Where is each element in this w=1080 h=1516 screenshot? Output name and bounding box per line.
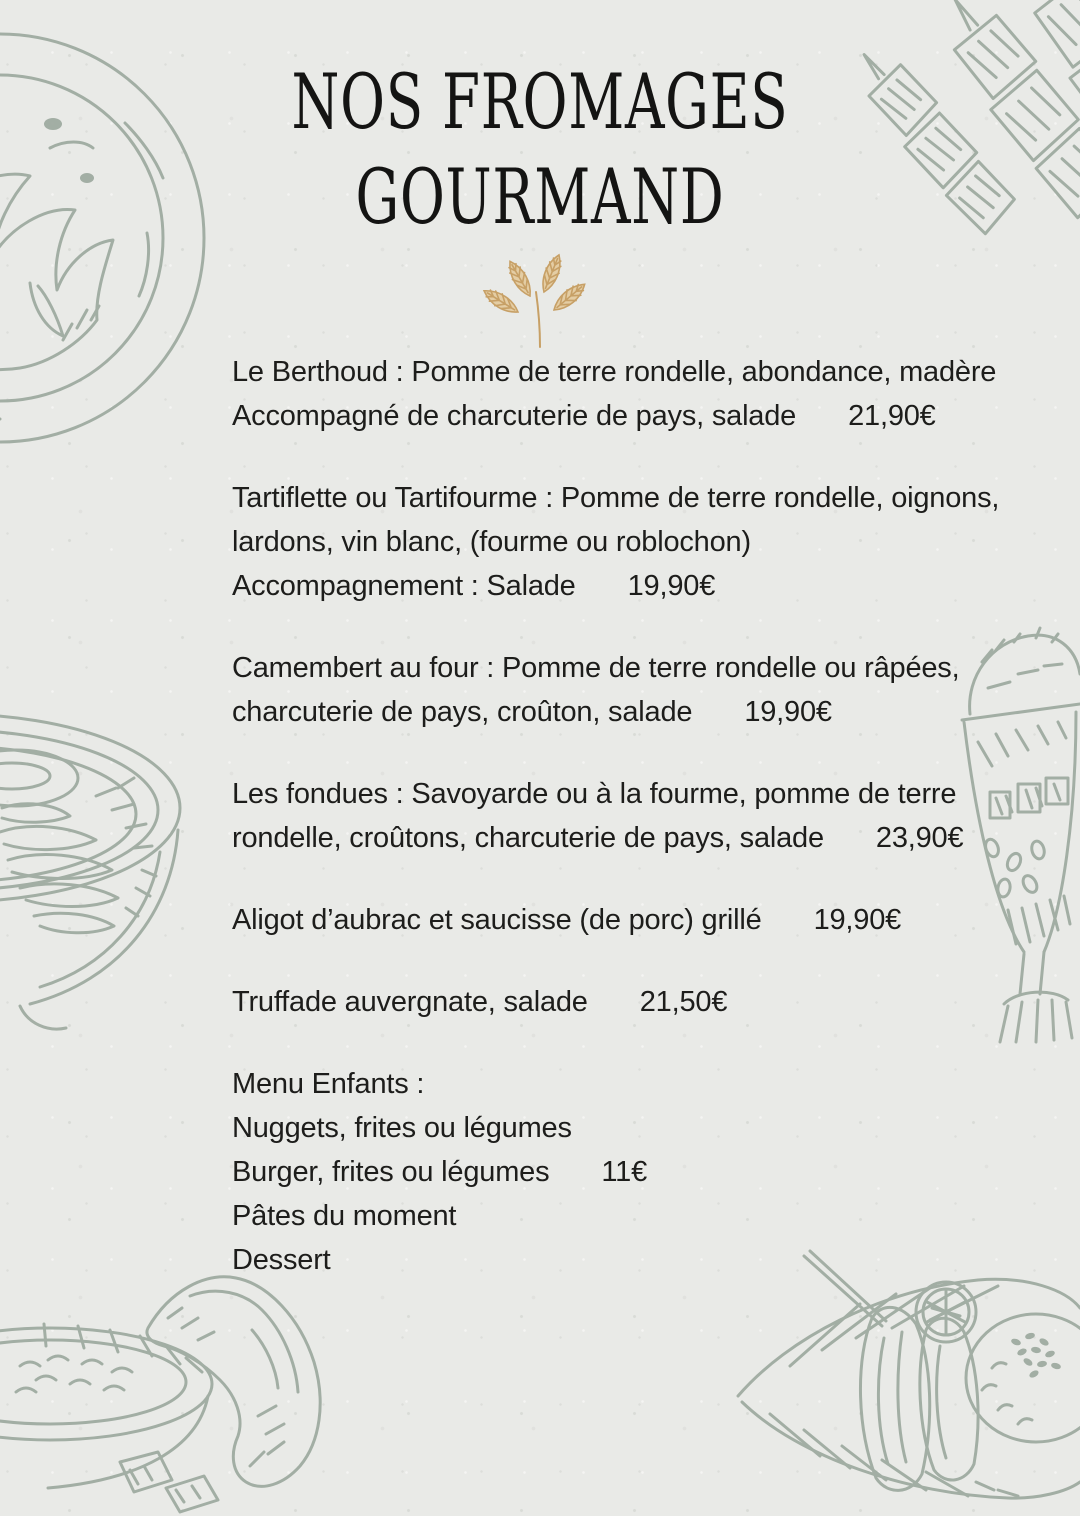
menu-line	[232, 1194, 1012, 1238]
dish-price: 23,90€	[875, 822, 964, 854]
page-title-line2: GOURMAND	[355, 152, 725, 241]
dish-text: charcuterie de pays, croûton, salade	[232, 696, 693, 728]
menu-line	[232, 1062, 1012, 1106]
menu-line	[232, 394, 1012, 438]
dish-text: lardons, vin blanc, (fourme ou roblochon)	[232, 526, 751, 558]
page-title-line1: NOS FROMAGES	[291, 57, 789, 146]
dish-text: Truffade auvergnate, salade	[232, 986, 588, 1018]
menu-line	[232, 980, 1012, 1024]
dish-price: 19,90€	[744, 696, 832, 728]
menu-line	[232, 816, 1012, 860]
dish-text: Le Berthoud : Pomme de terre rondelle, abondance, madère	[232, 356, 997, 388]
menu-item	[232, 898, 1012, 942]
dish-text: Nuggets, frites ou légumes	[232, 1112, 572, 1144]
dish-text: Accompagné de charcuterie de pays, salade	[232, 400, 797, 432]
menu-line	[232, 350, 1012, 394]
menu-line	[232, 564, 1012, 608]
menu-line	[232, 520, 1012, 564]
dish-text: Menu Enfants :	[232, 1068, 425, 1100]
dish-text: rondelle, croûtons, charcuterie de pays, salade	[232, 822, 824, 854]
menu-list	[232, 350, 1012, 1320]
menu-item	[232, 1062, 1012, 1282]
menu-line	[232, 1150, 1012, 1194]
wheat-ornament	[478, 250, 602, 350]
noodle-bowl-illustration	[0, 712, 190, 1047]
menu-item	[232, 980, 1012, 1024]
dish-price: 21,90€	[848, 400, 936, 432]
dish-text: Camembert au four : Pomme de terre rondelle ou râpées,	[232, 652, 960, 684]
dish-price: 11€	[601, 1156, 648, 1188]
dish-price: 19,90€	[813, 904, 902, 936]
dish-price: 21,50€	[639, 986, 728, 1018]
dish-text: Burger, frites ou légumes	[232, 1156, 550, 1188]
dish-text: Pâtes du moment	[232, 1200, 457, 1232]
menu-line	[232, 772, 1012, 816]
menu-item	[232, 350, 1012, 438]
menu-line	[232, 1106, 1012, 1150]
menu-line	[232, 690, 1012, 734]
dish-text: Tartiflette ou Tartifourme : Pomme de terre rondelle, oignons,	[232, 482, 1000, 514]
dish-price: 19,90€	[627, 570, 716, 602]
menu-line	[232, 476, 1012, 520]
menu-line	[232, 646, 1012, 690]
dish-text: Aligot d’aubrac et saucisse (de porc) grillé	[232, 904, 762, 936]
menu-item	[232, 646, 1012, 734]
menu-line	[232, 1238, 1012, 1282]
dish-text: Les fondues : Savoyarde ou à la fourme, pomme de terre	[232, 778, 957, 810]
menu-line	[232, 898, 1012, 942]
dish-text: Accompagnement : Salade	[232, 570, 576, 602]
page-title	[0, 54, 1080, 244]
menu-item	[232, 772, 1012, 860]
dish-text: Dessert	[232, 1244, 331, 1276]
menu-item	[232, 476, 1012, 608]
